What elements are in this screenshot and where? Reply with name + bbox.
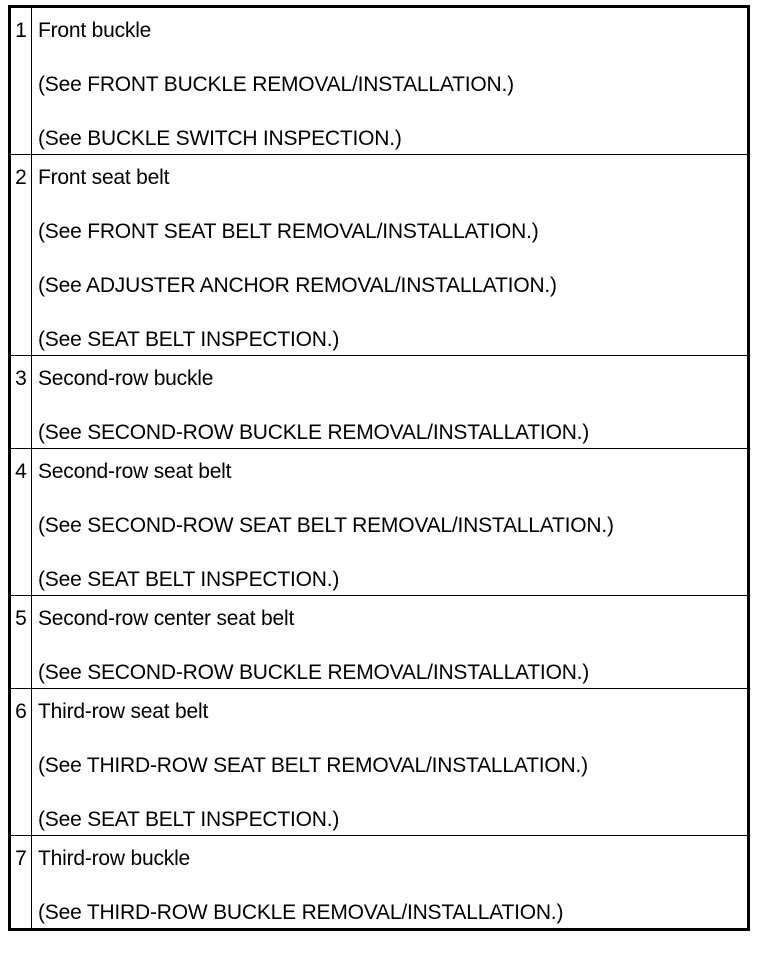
part-name: Second-row seat belt <box>38 460 232 483</box>
part-name: Third-row seat belt <box>38 700 209 723</box>
part-name: Front seat belt <box>38 166 170 189</box>
reference-link[interactable]: (See BUCKLE SWITCH INSPECTION.) <box>38 127 402 150</box>
reference-link[interactable]: (See SECOND-ROW BUCKLE REMOVAL/INSTALLATION.) <box>38 661 590 684</box>
reference-link[interactable]: (See SEAT BELT INSPECTION.) <box>38 568 340 591</box>
table-row <box>10 689 749 836</box>
row-number: 6 <box>10 689 32 836</box>
table-row <box>10 836 749 930</box>
row-content <box>32 155 749 356</box>
row-number: 2 <box>10 155 32 356</box>
part-name: Second-row center seat belt <box>38 607 295 630</box>
reference-link[interactable]: (See FRONT BUCKLE REMOVAL/INSTALLATION.) <box>38 73 514 96</box>
row-number: 1 <box>10 7 32 155</box>
table-row <box>10 356 749 449</box>
parts-table <box>8 5 750 931</box>
row-number: 7 <box>10 836 32 930</box>
row-content <box>32 596 749 689</box>
part-name: Third-row buckle <box>38 847 191 870</box>
reference-link[interactable]: (See FRONT SEAT BELT REMOVAL/INSTALLATION.) <box>38 220 539 243</box>
reference-link[interactable]: (See SECOND-ROW BUCKLE REMOVAL/INSTALLATION.) <box>38 421 590 444</box>
row-content <box>32 356 749 449</box>
part-name: Second-row buckle <box>38 367 214 390</box>
table-row <box>10 7 749 155</box>
part-name: Front buckle <box>38 19 152 42</box>
reference-link[interactable]: (See SECOND-ROW SEAT BELT REMOVAL/INSTALLATION.) <box>38 514 614 537</box>
row-content <box>32 836 749 930</box>
reference-link[interactable]: (See SEAT BELT INSPECTION.) <box>38 808 340 831</box>
row-content <box>32 689 749 836</box>
table-row <box>10 449 749 596</box>
reference-link[interactable]: (See SEAT BELT INSPECTION.) <box>38 328 340 351</box>
row-number: 5 <box>10 596 32 689</box>
reference-link[interactable]: (See THIRD-ROW SEAT BELT REMOVAL/INSTALLATION.) <box>38 754 588 777</box>
row-number: 4 <box>10 449 32 596</box>
row-content <box>32 449 749 596</box>
reference-link[interactable]: (See THIRD-ROW BUCKLE REMOVAL/INSTALLATION.) <box>38 901 564 924</box>
row-content <box>32 7 749 155</box>
row-number: 3 <box>10 356 32 449</box>
reference-link[interactable]: (See ADJUSTER ANCHOR REMOVAL/INSTALLATION.) <box>38 274 557 297</box>
table-row <box>10 596 749 689</box>
table-row <box>10 155 749 356</box>
